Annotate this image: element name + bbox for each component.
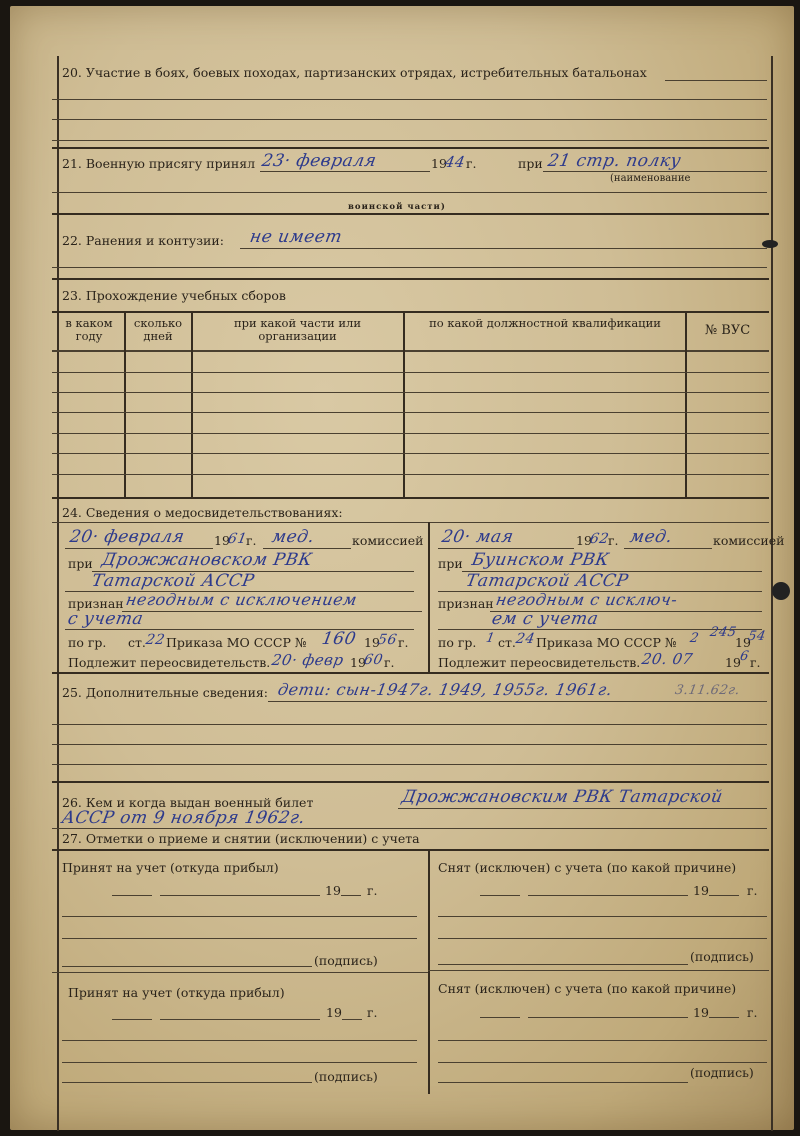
th-qualification: по какой должностной квалификации <box>429 316 661 330</box>
military-id-page <box>10 6 794 1130</box>
s21-hint2: воинской части) <box>348 202 446 212</box>
s27-date-line <box>160 895 320 896</box>
th-days: сколько дней <box>133 316 183 343</box>
s26-value: Дрожжановским РВК Татарской <box>400 787 725 807</box>
s24-line <box>624 548 712 549</box>
s24-right-order: Приказа МО СССР № <box>536 635 677 650</box>
table-header-line <box>52 350 769 352</box>
table-row <box>52 392 769 393</box>
s24-right-at-value: Буинском РВК <box>470 550 611 570</box>
s24-line <box>65 548 213 549</box>
section-divider <box>52 849 769 851</box>
s27-r-year-2: 19 <box>693 1005 709 1020</box>
s24-right-gr-value: 1 <box>484 631 497 646</box>
s27-sign-line <box>62 966 312 967</box>
s22-line <box>52 267 767 268</box>
s24-left-rex-year: 19 <box>350 655 366 670</box>
s27-r-year-suf-2: г. <box>747 1005 758 1020</box>
s27-divider <box>428 849 430 1094</box>
s22-label: 22. Ранения и контузии: <box>62 233 224 248</box>
table-row <box>52 372 769 373</box>
s26-line <box>52 828 767 829</box>
s27-line <box>438 938 767 939</box>
s27-r-signature-1: (подпись) <box>690 949 754 964</box>
s24-right-rex-value: 20. 07 <box>640 650 695 668</box>
s22-line <box>240 248 767 249</box>
section-divider <box>52 497 769 499</box>
th-year: в каком году <box>65 316 113 343</box>
s21-line <box>260 171 430 172</box>
s27-sign-line <box>62 1082 312 1083</box>
s24-right-at: при <box>438 556 463 571</box>
s24-right-found-value2: ем с учета <box>490 609 601 629</box>
s24-left-rex-year-value: 60 <box>362 652 385 668</box>
s24-left-at-value2: Татарской АССР <box>90 571 256 591</box>
s24-left-type: мед. <box>270 527 317 547</box>
s21-unit: 21 стр. полку <box>546 151 683 171</box>
s27-accepted-1: Принят на учет (откуда прибыл) <box>62 860 279 875</box>
s24-left-rex-value: 20· февр <box>270 651 346 669</box>
s24-left-commission: комиссией <box>352 533 424 548</box>
s24-right-gr: по гр. <box>438 635 477 650</box>
s20-label: 20. Участие в боях, боевых походах, партизанских отрядах, истребительных батальонах <box>62 65 647 80</box>
s24-left-found-value2: с учета <box>66 609 145 629</box>
s27-date-line <box>341 895 361 896</box>
binding-hole-mark <box>762 240 778 248</box>
s27-block-line <box>52 972 428 973</box>
s27-date-line <box>112 1019 152 1020</box>
s24-divider <box>428 522 430 672</box>
s24-right-year-pre: 19 <box>576 533 592 548</box>
s27-signature-1: (подпись) <box>314 953 378 968</box>
table-col <box>685 311 687 497</box>
s24-line <box>263 548 351 549</box>
s24-left-at-value: Дрожжановском РВК <box>100 550 314 570</box>
s24-left-st-value: 22 <box>144 632 167 648</box>
table-row <box>52 453 769 454</box>
s21-line <box>52 192 767 193</box>
s24-left-order-year-suf: г. <box>398 635 409 650</box>
table-col <box>191 311 193 497</box>
s27-line <box>438 1062 767 1063</box>
s25-label: 25. Дополнительные сведения: <box>62 685 268 700</box>
table-row <box>52 433 769 434</box>
s24-right-found: признан <box>438 596 494 611</box>
s21-year: 44 <box>443 153 467 171</box>
s20-line <box>52 99 767 100</box>
s27-date-line <box>480 895 520 896</box>
s24-right-at-value2: Татарской АССР <box>464 571 630 591</box>
s24-left-year-suf: г. <box>246 533 257 548</box>
s21-date: 23· февраля <box>260 151 379 171</box>
s27-line <box>438 1040 767 1041</box>
s27-block-line <box>428 970 769 971</box>
s24-left-order-value: 160 <box>320 629 358 649</box>
s25-note: 3.11.62г. <box>673 683 742 698</box>
s24-left-st: ст. <box>128 635 146 650</box>
s24-left-year-pre: 19 <box>214 533 230 548</box>
s20-line <box>52 140 767 141</box>
s24-right-order-value: 2 <box>688 631 701 646</box>
section-divider <box>52 147 769 149</box>
s25-line <box>52 724 767 725</box>
section-divider <box>52 672 769 674</box>
s24-left-date: 20· февраля <box>68 527 187 547</box>
s24-right-order-year: 19 <box>735 635 751 650</box>
s25-line <box>268 701 767 702</box>
s21-hint1: (наименование <box>610 173 691 184</box>
s24-right-st: ст. <box>498 635 516 650</box>
s24-right-rex: Подлежит переосвидетельств. <box>438 655 641 670</box>
s24-left-order-year-value: 56 <box>376 632 399 648</box>
s27-signature-2: (подпись) <box>314 1069 378 1084</box>
s26-line <box>398 808 767 809</box>
s27-label: 27. Отметки о приеме и снятии (исключении) с учета <box>62 831 420 846</box>
s24-line <box>65 629 414 630</box>
s27-date-line <box>160 1019 320 1020</box>
s24-right-year-suf: г. <box>608 533 619 548</box>
s21-label: 21. Военную присягу принял <box>62 156 256 171</box>
s21-at: при <box>518 156 543 171</box>
s27-year-2: 19 <box>326 1005 342 1020</box>
s26-label: 26. Кем и когда выдан военный билет <box>62 795 314 810</box>
section-divider <box>52 213 769 215</box>
s24-right-rex-year-value: 6 <box>738 649 751 664</box>
table-col <box>124 311 126 497</box>
th-unit: при какой части или организации <box>233 316 362 343</box>
s24-right-date: 20· мая <box>440 527 516 547</box>
s24-left-at: при <box>68 556 93 571</box>
s27-line <box>62 916 417 917</box>
section-divider <box>52 278 769 280</box>
s27-sign-line <box>438 1082 688 1083</box>
section-divider <box>52 781 769 783</box>
s24-left-rex: Подлежит переосвидетельств. <box>68 655 271 670</box>
s27-date-line <box>528 1017 688 1018</box>
binding-hole-mark <box>772 582 790 600</box>
table-row <box>52 412 769 413</box>
s24-left-rex-year-suf: г. <box>384 655 395 670</box>
s27-r-year-suf-1: г. <box>747 883 758 898</box>
s27-date-line <box>112 895 152 896</box>
s27-year-suf-1: г. <box>367 883 378 898</box>
s27-line <box>62 1040 417 1041</box>
s27-year-suf-2: г. <box>367 1005 378 1020</box>
s24-left-order-year: 19 <box>364 635 380 650</box>
s21-year-prefix: 19 <box>431 156 447 171</box>
s27-date-line <box>342 1019 362 1020</box>
s21-year-suffix: г. <box>466 156 477 171</box>
s24-right-type: мед. <box>628 527 675 547</box>
s27-date-line <box>709 1017 739 1018</box>
s27-removed-1: Снят (исключен) с учета (по какой причине) <box>438 860 737 875</box>
s25-value: дети: сын-1947г. 1949, 1955г. 1961г. <box>276 680 614 699</box>
s27-line <box>62 938 417 939</box>
s25-line <box>52 764 767 765</box>
s27-date-line <box>480 1017 520 1018</box>
s27-sign-line <box>438 964 688 965</box>
s24-label: 24. Сведения о медосвидетельствованиях: <box>62 505 343 520</box>
s24-right-rex-year-suf: г. <box>750 655 761 670</box>
table-top <box>52 311 769 313</box>
s24-left-found: признан <box>68 596 124 611</box>
s27-line <box>62 1062 417 1063</box>
s27-r-year-1: 19 <box>693 883 709 898</box>
s24-left-found-value: негодным с исключением <box>124 590 359 609</box>
s27-year-1: 19 <box>325 883 341 898</box>
s24-line <box>438 548 574 549</box>
s22-value: не имеет <box>248 227 344 247</box>
s27-removed-2: Снят (исключен) с учета (по какой причине) <box>438 981 737 996</box>
s24-right-rex-year: 19 <box>725 655 741 670</box>
s24-right-found-value: негодным с исключ- <box>494 590 680 609</box>
s23-label: 23. Прохождение учебных сборов <box>62 288 286 303</box>
s24-right-commission: комиссией <box>713 533 785 548</box>
th-vus: № ВУС <box>704 323 751 338</box>
s27-date-line <box>709 895 739 896</box>
s26-value2: АССР от 9 ноября 1962г. <box>60 808 307 828</box>
s24-right-year: 62 <box>588 531 611 547</box>
s24-left-year: 61 <box>226 531 249 547</box>
s27-r-signature-2: (подпись) <box>690 1065 754 1080</box>
s24-left-order: Приказа МО СССР № <box>166 635 307 650</box>
s27-line <box>438 916 767 917</box>
table-row <box>52 474 769 475</box>
s27-accepted-2: Принят на учет (откуда прибыл) <box>68 985 285 1000</box>
s24-right-order-value2: 245 <box>708 625 738 640</box>
s24-right-st-value: 24 <box>514 631 537 647</box>
table-col <box>403 311 405 497</box>
s20-line <box>52 119 767 120</box>
s27-date-line <box>528 895 688 896</box>
s24-right-order-year-value: 54 <box>746 629 767 644</box>
s25-line <box>52 744 767 745</box>
s24-line <box>52 522 769 523</box>
s20-line <box>665 80 767 81</box>
s24-left-gr: по гр. <box>68 635 107 650</box>
s24-line <box>122 611 422 612</box>
